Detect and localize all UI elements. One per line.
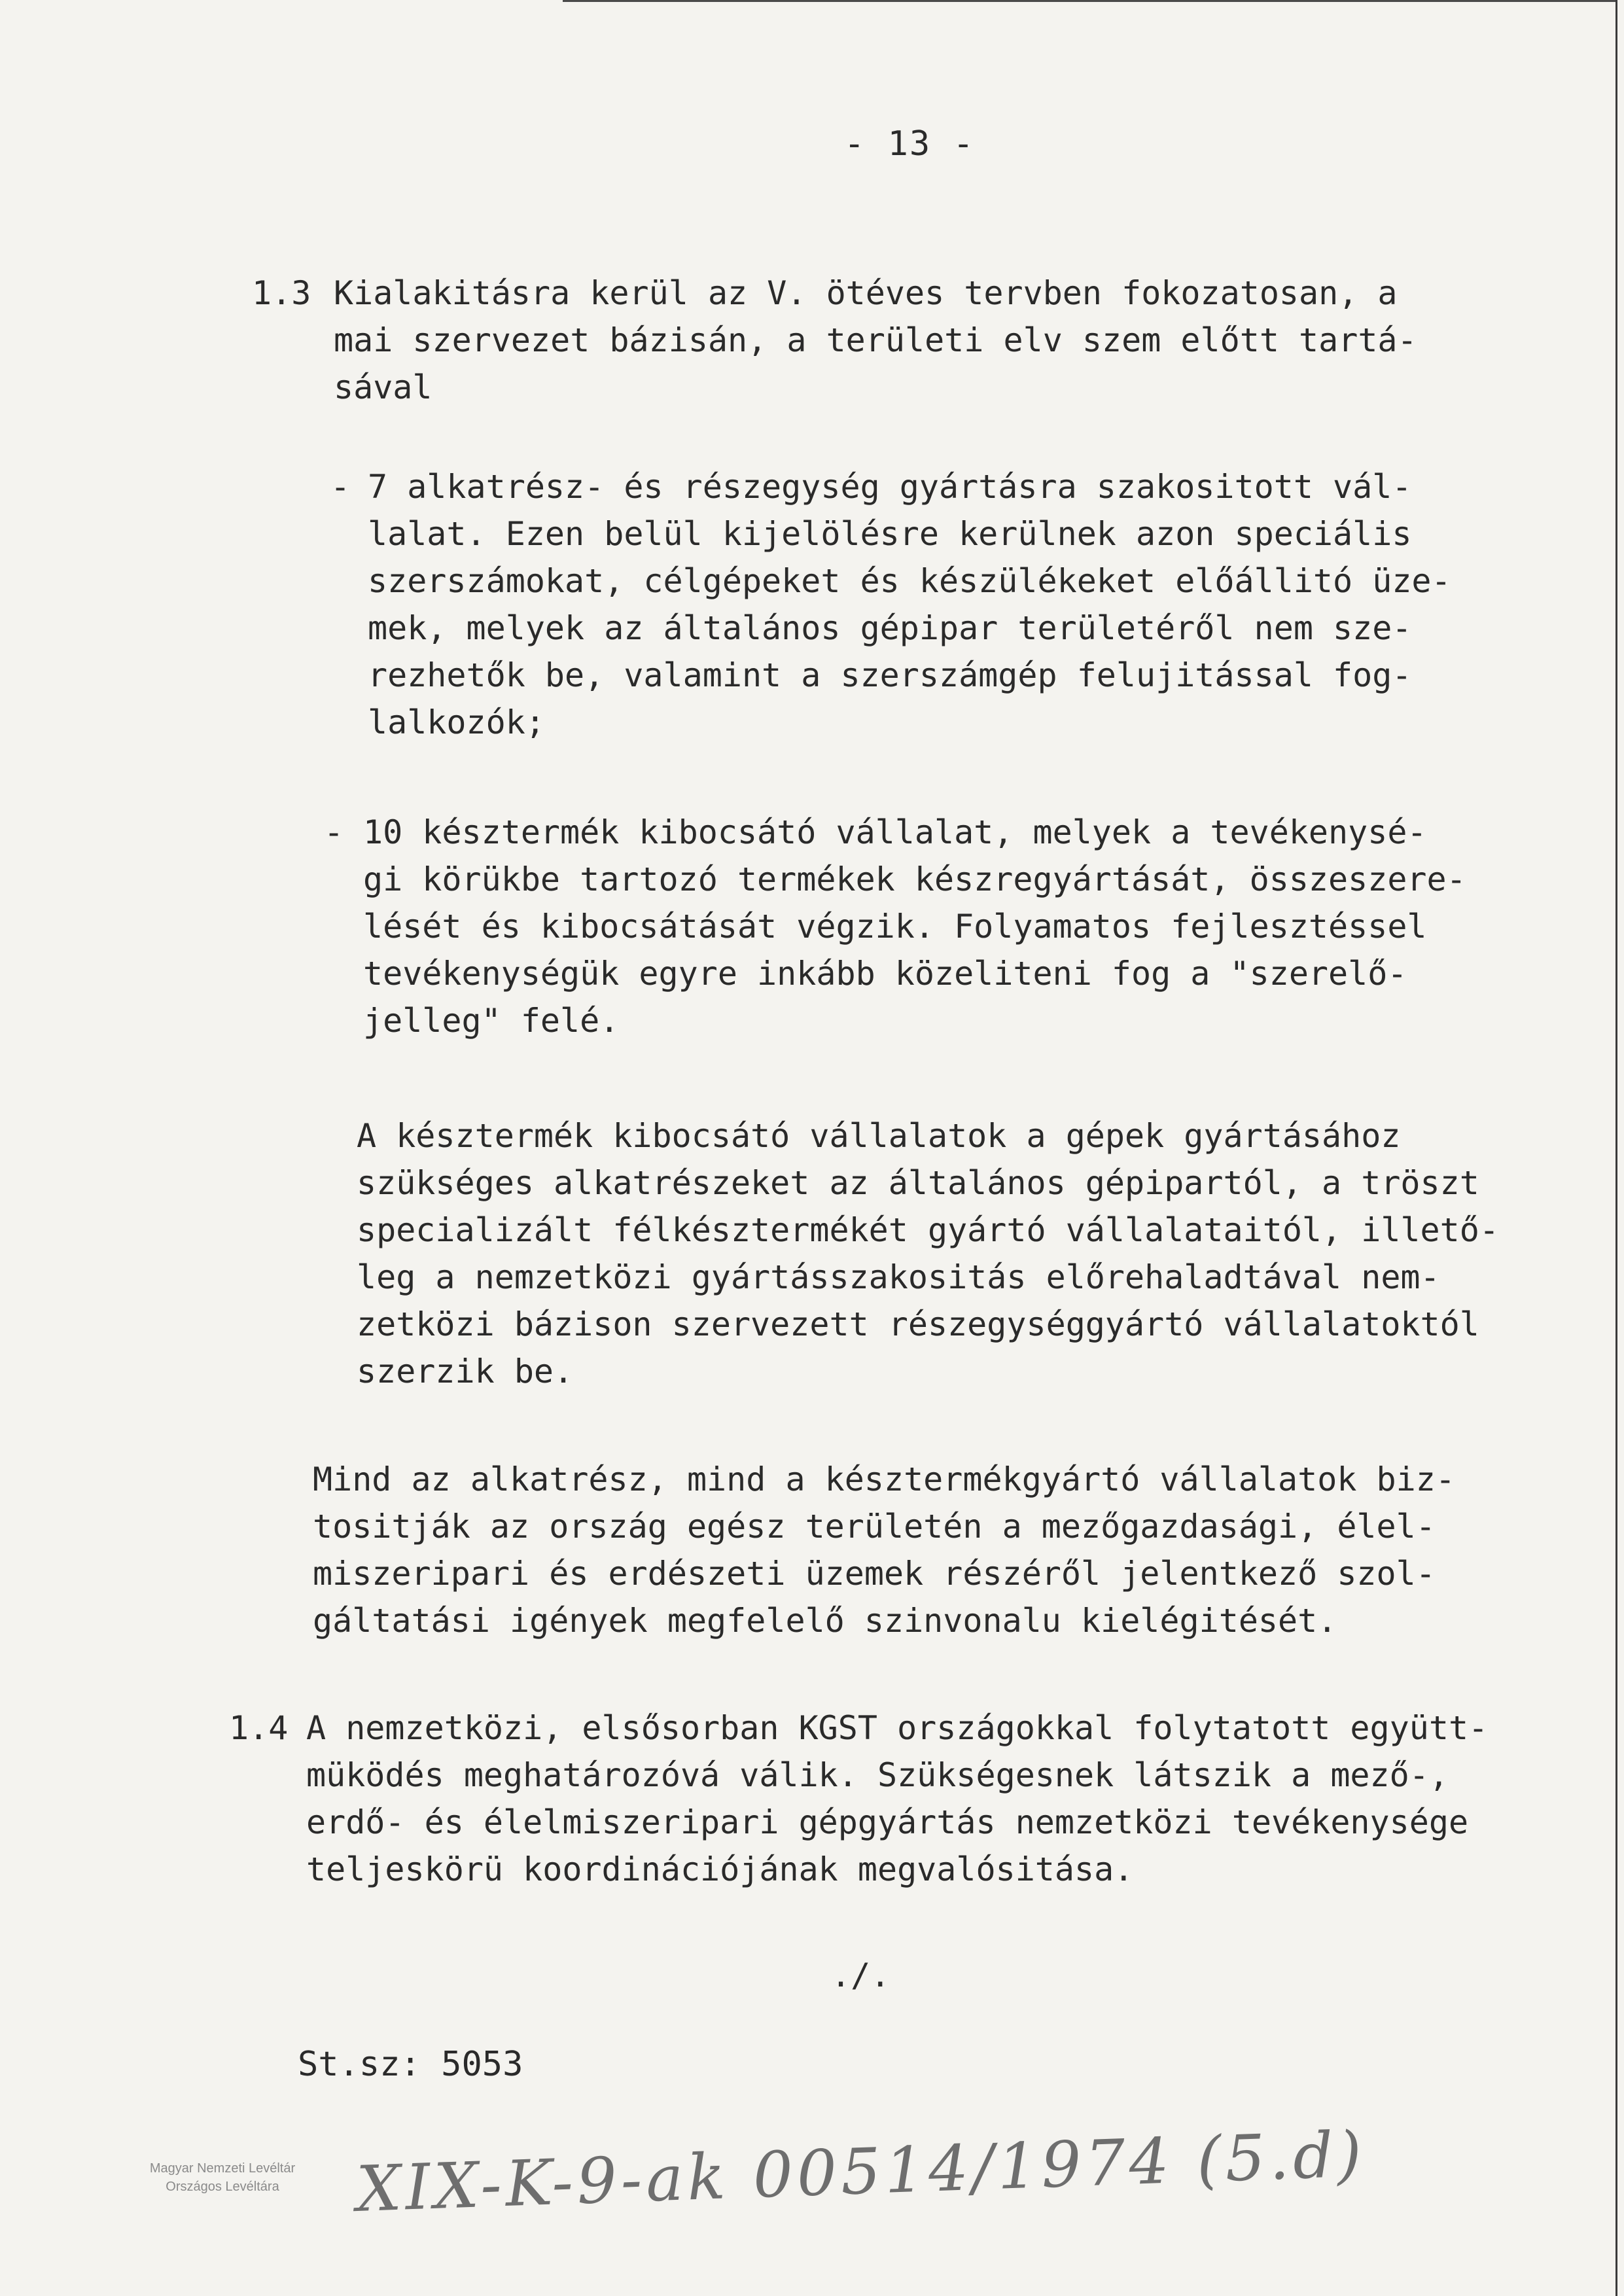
section-number-1-3: 1.3 <box>252 274 311 312</box>
section-1-3-text: Kialakitásra kerül az V. ötéves tervben fokozatosan, a mai szervezet bázisán, a területi elv szem előtt tartá- sával <box>334 274 1417 406</box>
page-number: - 13 - <box>844 124 975 164</box>
archive-stamp-line-1: Magyar Nemzeti Levéltár <box>149 2161 296 2176</box>
paragraph-mind: Mind az alkatrész, mind a késztermékgyártó vállalatok biz- tositják az ország egész területén a mezőgazdasági, élel- miszeripari és erdészeti üzemek részéről jelentkező szol- gáltatási igények megfelelő szinvonalu kielégitését. <box>313 1460 1455 1640</box>
handwritten-archive-reference: XIX-K-9-ak 00514/1974 (5.d) <box>355 2117 1367 2226</box>
reference-number: St.sz: 5053 <box>298 2045 523 2084</box>
archive-stamp <box>118 2159 327 2196</box>
bullet-dash-2: - <box>324 813 344 851</box>
archive-stamp-line-2: Országos Levéltára <box>166 2180 279 2194</box>
sub-paragraph: A késztermék kibocsátó vállalatok a gépek gyártásához szükséges alkatrészeket az általános gépipartól, a tröszt specializált félkésztermékét gyártó vállalataitól, illető- leg a nemzetközi gyártásszakositás előrehaladtával nem- zetközi bázison szervezett részegységgyártó vállalatoktól szerzik be. <box>357 1117 1499 1390</box>
section-number-1-4: 1.4 <box>229 1709 289 1747</box>
bullet-1-text: 7 alkatrész- és részegység gyártásra szakositott vál- lalat. Ezen belül kijelölésre kerülnek azon speciális szerszámokat, célgépeket és készülékeket előállitó üze- mek, melyek az általános gépipar területéről nem sze- rezhetők be, valamint a szerszámgép felujitással fog- lalkozók; <box>368 468 1451 741</box>
bullet-dash-1: - <box>330 468 351 506</box>
bullet-2-text: 10 késztermék kibocsátó vállalat, melyek a tevékenysé- gi körükbe tartozó termékek készregyártását, összeszere- lését és kibocsátását végzik. Folyamatos fejlesztéssel tevékenységük egyre inkább közeliteni fog a "szerelő- jelleg" felé. <box>363 813 1466 1040</box>
section-1-4-text: A nemzetközi, elsősorban KGST országokkal folytatott együtt- müködés meghatározóvá válik. Szükségesnek látszik a mező-, erdő- és élelmiszeripari gépgyártás nemzetközi tevékenysége teljeskörü koordinációjának megvalósitása. <box>306 1709 1489 1888</box>
continuation-mark: ./. <box>831 1956 891 1994</box>
